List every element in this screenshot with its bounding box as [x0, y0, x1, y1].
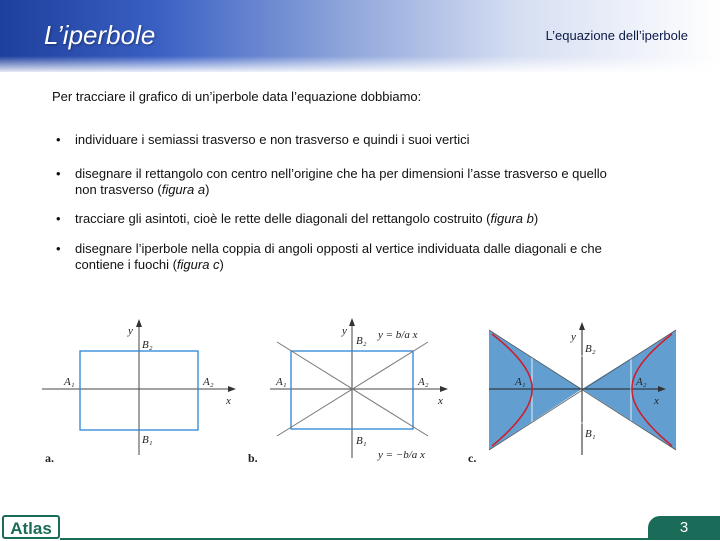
bullet-text: individuare i semiassi trasverso e non trasverso e quindi i suoi vertici: [75, 132, 470, 147]
bullet-text: disegnare l’iperbole nella coppia di angoli opposti al vertice individuata dalle diagonali e che contiene i fuochi (: [75, 241, 602, 272]
figure-c-A2: A₂: [636, 376, 647, 388]
bullet-figure-ref: figura b: [490, 211, 534, 226]
figure-c-letter: c.: [468, 451, 477, 465]
bullet-text: disegnare il rettangolo con centro nell’origine che ha per dimensioni l’asse trasverso e quello non trasverso (: [75, 166, 607, 197]
figure-b: [248, 322, 444, 465]
bullet-figure-ref: figura c: [176, 257, 220, 272]
bullet-text-end: ): [205, 182, 210, 197]
figure-a-y-label: y: [128, 325, 133, 337]
figure-c-B2: B₂: [585, 343, 596, 355]
bullet-icon: •: [56, 132, 61, 147]
page-number: 3: [648, 516, 720, 540]
figure-c-x-label: x: [654, 395, 659, 407]
bullet-text-end: ): [219, 257, 224, 272]
figure-c-A1: A₁: [515, 376, 526, 388]
bullet-text-end: ): [533, 211, 539, 226]
figure-b-A2: A₂: [418, 376, 429, 388]
figure-c: [468, 326, 676, 465]
figure-b-x-label: x: [438, 395, 443, 407]
intro-text: Per tracciare il grafico di un’iperbole data l’equazione dobbiamo:: [52, 89, 422, 104]
figure-a-A1: A₁: [64, 376, 75, 388]
slide-subtitle: L’equazione dell’iperbole: [545, 28, 688, 43]
figure-a: [42, 323, 232, 465]
figure-c-y-label: y: [571, 331, 576, 343]
figure-a-x-label: x: [226, 395, 231, 407]
figure-a-B1: B₁: [142, 434, 153, 446]
bullet-icon: •: [56, 241, 61, 256]
figure-b-letter: b.: [248, 451, 258, 465]
bullet-figure-ref: figura a: [161, 182, 206, 197]
bullet-text: tracciare gli asintoti, cioè le rette delle diagonali del rettangolo costruito (: [75, 211, 491, 226]
figure-c-B1: B₁: [585, 428, 596, 440]
figure-b-A1: A₁: [276, 376, 287, 388]
figure-a-A2: A₂: [203, 376, 214, 388]
figure-b-y-label: y: [342, 325, 347, 337]
figure-b-asymptote-top-label: y = b/a x: [378, 329, 418, 341]
figure-b-B1: B₁: [356, 435, 367, 447]
figure-a-B2: B₂: [142, 339, 153, 351]
slide-title: L’iperbole: [44, 20, 156, 50]
bullet-icon: •: [56, 211, 61, 226]
figure-b-B2: B₂: [356, 335, 367, 347]
atlas-logo: Atlas: [2, 515, 60, 539]
figure-a-letter: a.: [45, 451, 54, 465]
bullet-icon: •: [56, 166, 61, 181]
figure-b-asymptote-bottom-label: y = −b/a x: [378, 449, 425, 461]
